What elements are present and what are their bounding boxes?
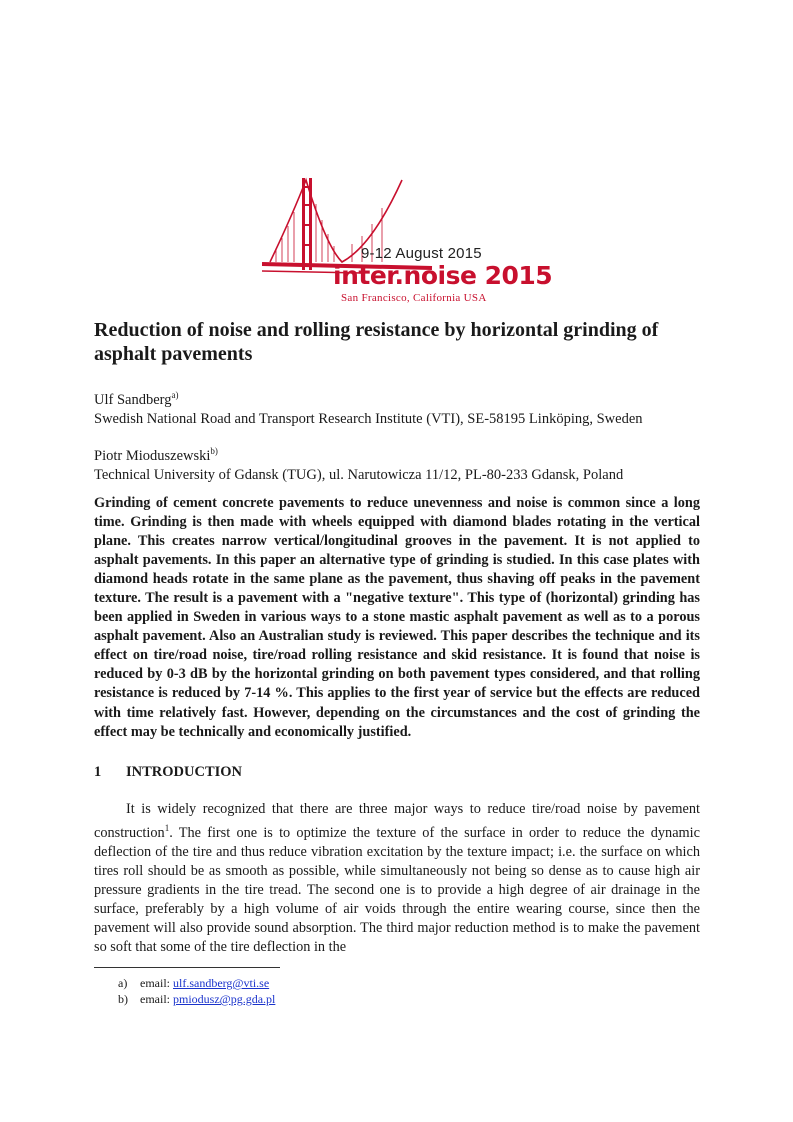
introduction-paragraph (94, 800, 700, 957)
email-link[interactable]: pmiodusz@pg.gda.pl (173, 992, 276, 1006)
footnote-label: a) (118, 976, 128, 990)
footnote-label: b) (118, 992, 128, 1006)
conference-date: 9-12 August 2015 (361, 245, 482, 262)
footnote-prefix: email: (140, 992, 170, 1006)
author-affiliation: Swedish National Road and Transport Research Institute (VTI), SE-58195 Linköping, Sweden (94, 410, 643, 427)
section-title: INTRODUCTION (126, 764, 243, 780)
footnote-divider (94, 967, 280, 968)
author-name: Piotr Mioduszewski (94, 447, 211, 464)
reference-mark: 1 (164, 823, 170, 834)
author-2 (94, 442, 623, 485)
author-footnote-mark: b) (210, 446, 218, 456)
conference-location: San Francisco, California USA (341, 292, 487, 304)
paper-title: Reduction of noise and rolling resistance by horizontal grinding of asphalt pavements (94, 319, 659, 365)
abstract: Grinding of cement concrete pavements to reduce unevenness and noise is common since a long time. Grinding is then made with wheels equipped with diamond blades rotating in the vertical plane. This creates narrow vertical/longitudinal grooves in the pavement. It is not applied to asphalt pavements. In this paper an alternative type of grinding is studied. In this case plates with diamond heads rotate in the same plane as the pavement, thus shaving off peaks in the pavement texture. The result is a pavement with a "negative texture". This type of (horizontal) grinding has been applied in Sweden in various ways to a stone mastic asphalt pavement as well as to a porous asphalt pavement. Also an Australian study is reviewed. This paper describes the technique and its effect on tire/road noise, tire/road rolling resistance and skid resistance. It is found that noise is reduced by 0-3 dB by the horizontal grinding on both pavement types considered, and that rolling resistance is reduced by 7-14 %. This applies to the first year of service but the effects are reduced with time relatively fast. However, depending on the circumstances and the cost of grinding the effect may be technically and economically justified. (94, 495, 700, 740)
footnote-prefix: email: (140, 976, 170, 990)
intro-text-start: It is widely recognized that there are three major ways to reduce tire/road noise by pavement construction (94, 801, 700, 841)
conference-name: inter.noise 2015 (333, 261, 553, 290)
author-name: Ulf Sandberg (94, 391, 172, 408)
author-affiliation: Technical University of Gdansk (TUG), ul. Narutowicza 11/12, PL-80-233 Gdansk, Poland (94, 466, 624, 483)
footnote-b (118, 992, 275, 1007)
footnote-a (118, 976, 269, 991)
section-number: 1 (94, 764, 102, 780)
intro-text-rest: . The first one is to optimize the texture of the surface in order to reduce the dynamic deflection of the tire and thus reduce vibration excitation by the texture impact; i.e. the surface on which tires roll should be as smooth as possible, while simultaneously not being so dense as to cause high air pressure gradients in the tire tread. The second one is to provide a high degree of air drainage in the surface, preferably by a high volume of air voids through the entire wearing course, since then the pavement will also provide sound absorption. The third major reduction method is to make the pavement so soft that some of the tire deflection in the (94, 824, 700, 956)
author-footnote-mark: a) (171, 390, 179, 400)
author-1 (94, 386, 643, 429)
email-link[interactable]: ulf.sandberg@vti.se (173, 976, 270, 990)
section-heading (94, 764, 242, 781)
